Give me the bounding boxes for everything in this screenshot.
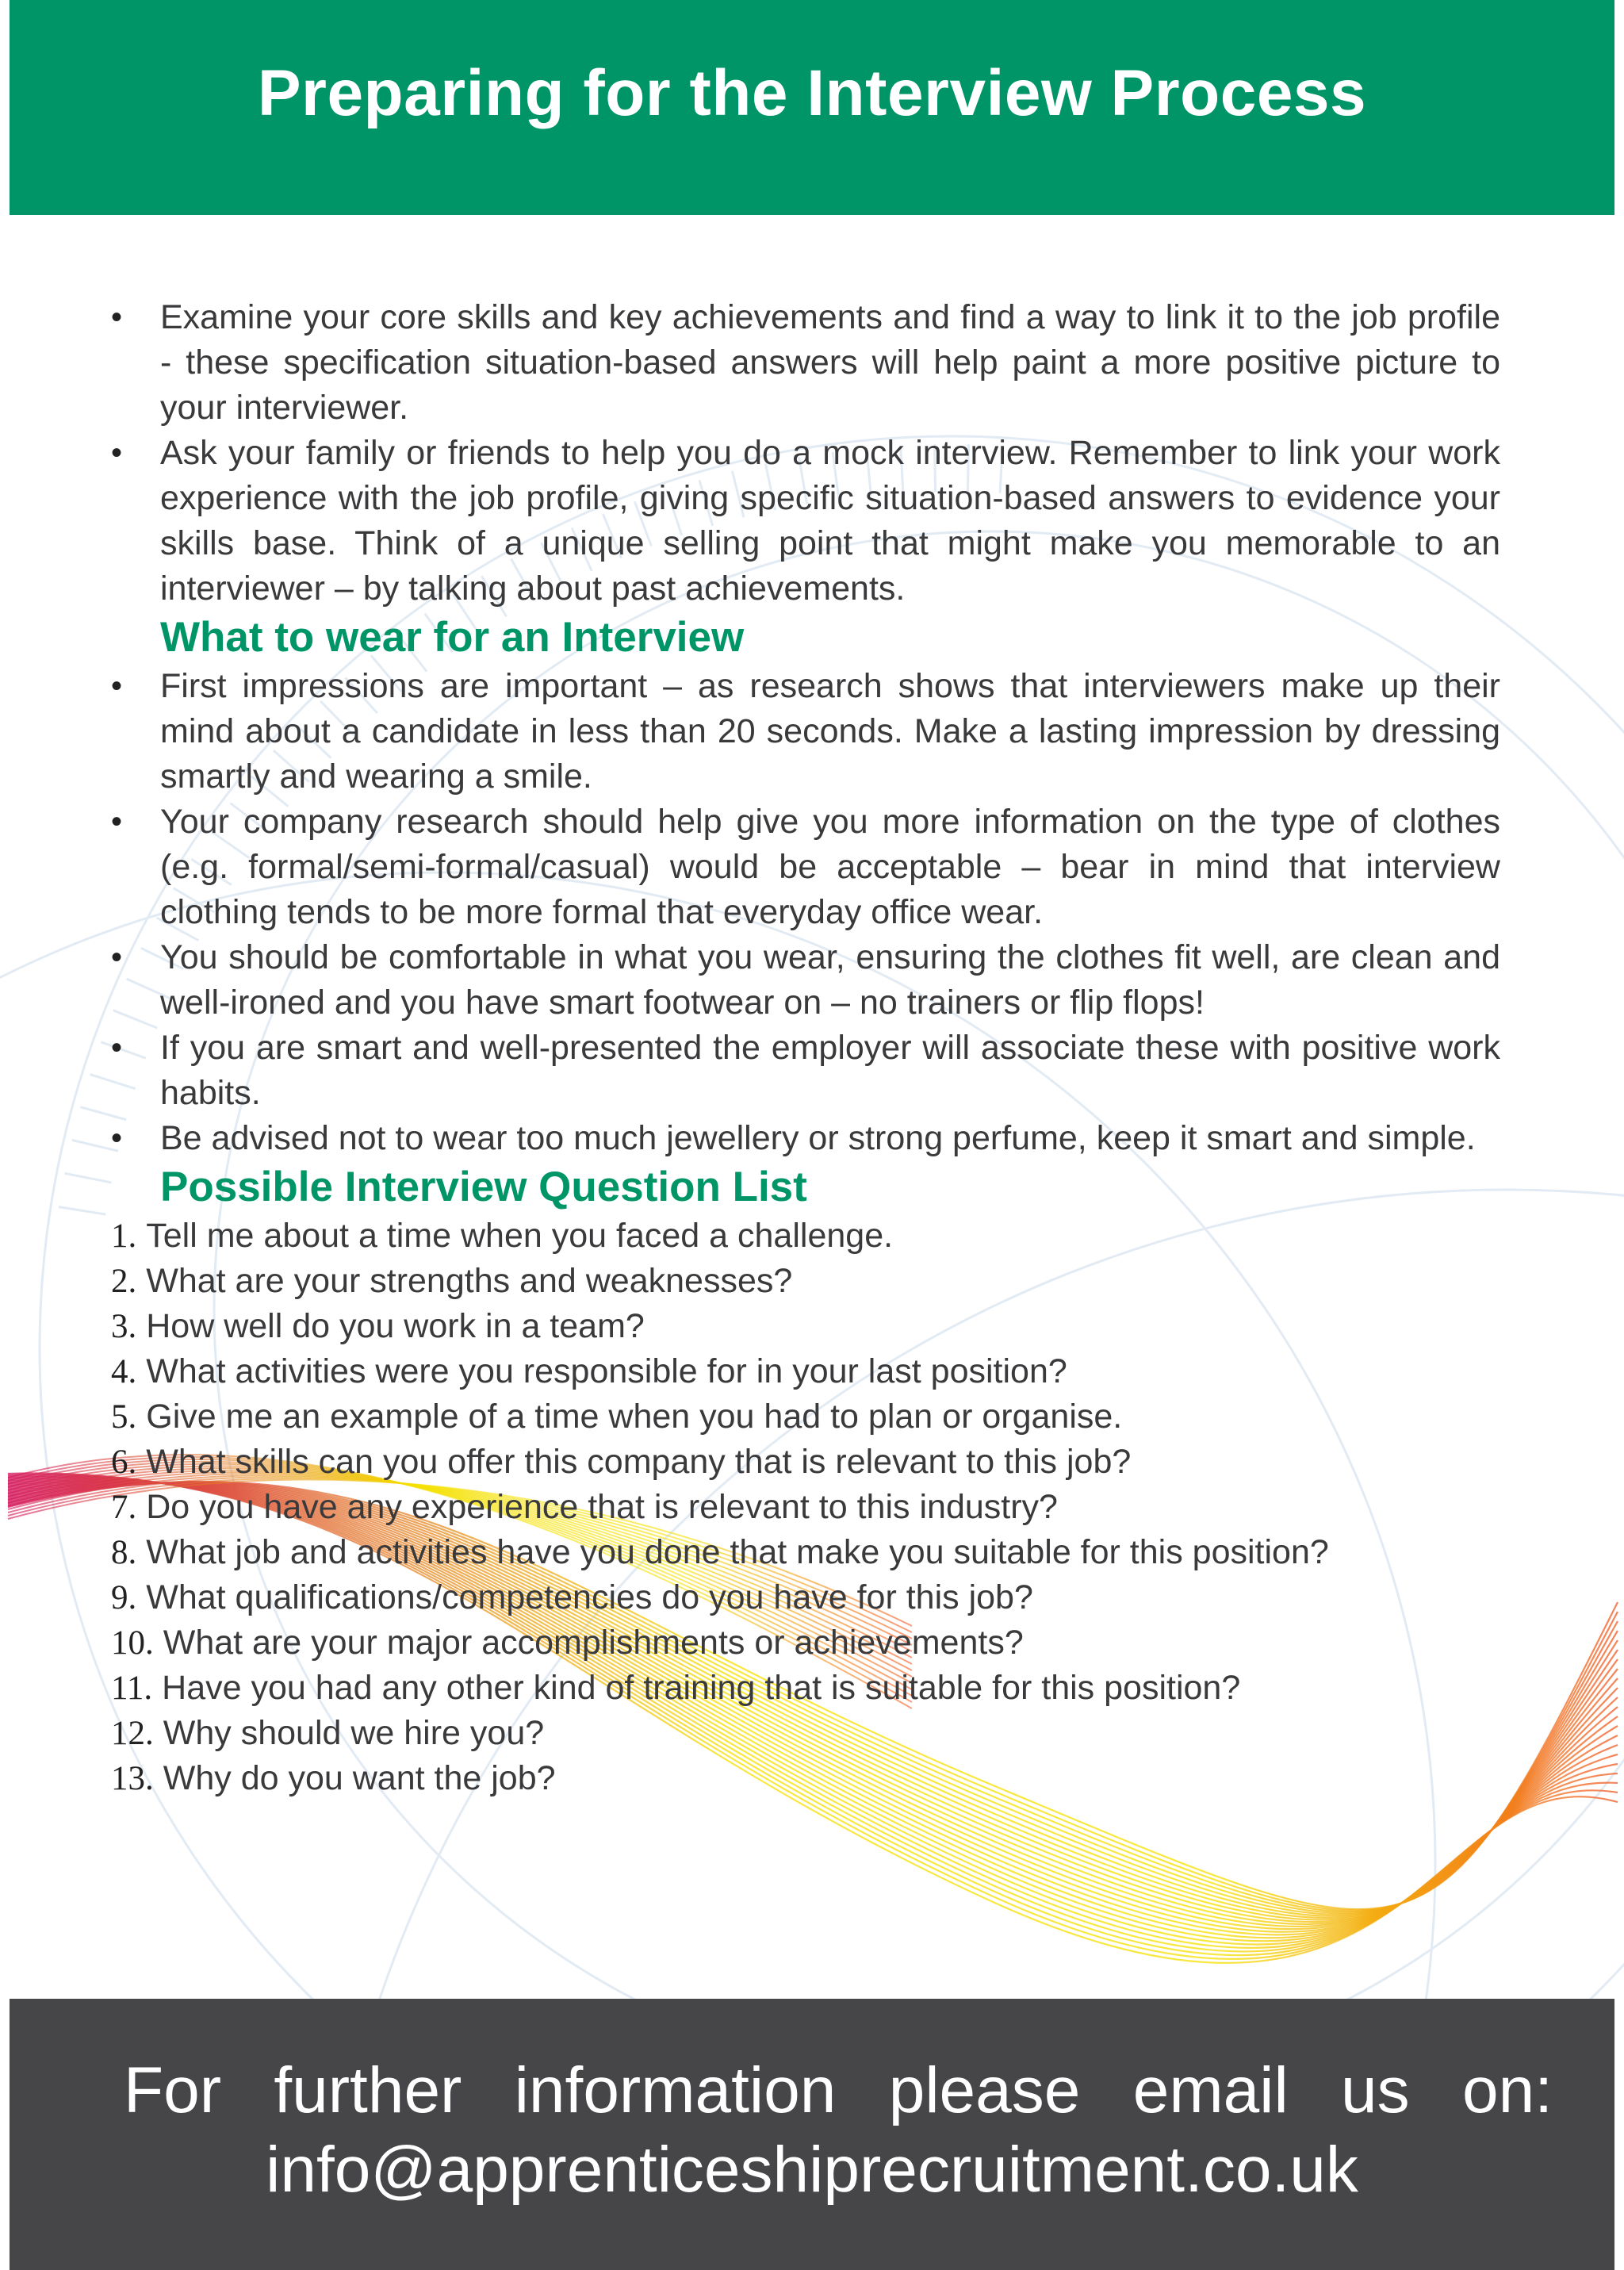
question-item	[111, 1530, 1500, 1575]
question-text: What job and activities have you done that make you suitable for this position?	[146, 1533, 1329, 1571]
wear-section-heading: What to wear for an Interview	[160, 614, 745, 661]
intro-bullet-2: • Ask your family or friends to help you do a mock interview. Remember to link your work experience with the job profile, giving specific situation-based answers to evidence your skills base. Think of a unique selling point that might make you memorable to an interviewer – by talking about past achievements.	[111, 431, 1500, 612]
question-number: 4.	[111, 1353, 137, 1390]
question-item	[111, 1214, 1500, 1259]
question-text: What qualifications/competencies do you have for this job?	[146, 1578, 1033, 1616]
footer-word: email	[1132, 2054, 1289, 2126]
question-item	[111, 1575, 1500, 1620]
question-number: 1.	[111, 1217, 137, 1255]
question-item	[111, 1394, 1500, 1440]
intro-bullet-list	[111, 295, 1500, 612]
question-number: 12.	[111, 1715, 154, 1752]
main-content	[111, 295, 1500, 1801]
footer-word: on:	[1462, 2054, 1553, 2126]
question-number: 3.	[111, 1308, 137, 1345]
question-text: What are your major accomplishments or achievements?	[163, 1624, 1024, 1662]
footer-word: For	[124, 2054, 221, 2126]
page-header	[10, 0, 1614, 215]
question-number: 2.	[111, 1263, 137, 1300]
questions-section-heading: Possible Interview Question List	[160, 1164, 807, 1210]
question-text: Do you have any experience that is relevant to this industry?	[146, 1488, 1058, 1526]
wear-bullet-5: • Be advised not to wear too much jewellery or strong perfume, keep it smart and simple.	[111, 1116, 1500, 1161]
question-item	[111, 1349, 1500, 1394]
question-number: 6.	[111, 1444, 137, 1481]
question-item	[111, 1440, 1500, 1485]
question-text: Have you had any other kind of training that is suitable for this position?	[162, 1669, 1241, 1707]
footer-word: information	[514, 2054, 837, 2126]
contact-footer	[10, 1999, 1614, 2270]
wear-bullet-4: • If you are smart and well-presented the employer will associate these with positive work habits.	[111, 1026, 1500, 1116]
question-number: 9.	[111, 1579, 137, 1616]
footer-word: please	[888, 2054, 1081, 2126]
question-item	[111, 1711, 1500, 1756]
question-number: 11.	[111, 1670, 153, 1707]
wear-bullet-list	[111, 664, 1500, 1161]
question-text: Why do you want the job?	[163, 1759, 556, 1797]
question-number: 5.	[111, 1398, 137, 1436]
wear-bullet-3: • You should be comfortable in what you wear, ensuring the clothes fit well, are clean and well-ironed and you have smart footwear on – no trainers or flip flops!	[111, 935, 1500, 1026]
intro-bullet-1: • Examine your core skills and key achievements and find a way to link it to the job profile - these specification situation-based answers will help paint a more positive picture to your interviewer.	[111, 295, 1500, 431]
question-text: Tell me about a time when you faced a challenge.	[146, 1217, 894, 1255]
question-text: What activities were you responsible for in your last position?	[146, 1352, 1067, 1390]
question-number: 10.	[111, 1624, 154, 1662]
wear-bullet-2: • Your company research should help give you more information on the type of clothes (e.g. formal/semi-formal/casual) would be acceptable – bear in mind that interview clothing tends to be more formal that everyday office wear.	[111, 799, 1500, 935]
wear-bullet-1: • First impressions are important – as research shows that interviewers make up their mind about a candidate in less than 20 seconds. Make a lasting impression by dressing smartly and wearing a smile.	[111, 664, 1500, 799]
question-item	[111, 1620, 1500, 1666]
question-item	[111, 1756, 1500, 1801]
question-number: 7.	[111, 1489, 137, 1526]
footer-word: further	[274, 2054, 462, 2126]
question-text: What are your strengths and weaknesses?	[146, 1262, 793, 1300]
question-number: 13.	[111, 1760, 154, 1797]
question-text: Why should we hire you?	[163, 1714, 545, 1752]
question-item	[111, 1259, 1500, 1304]
question-item	[111, 1666, 1500, 1711]
question-item	[111, 1304, 1500, 1349]
page-title: Preparing for the Interview Process	[257, 56, 1367, 129]
question-item	[111, 1485, 1500, 1530]
question-text: How well do you work in a team?	[146, 1307, 645, 1345]
footer-word: us	[1341, 2054, 1410, 2126]
footer-email: info@apprenticeshiprecruitment.co.uk	[266, 2134, 1358, 2206]
footer-contact-line	[124, 2051, 1553, 2130]
question-text: Give me an example of a time when you had to plan or organise.	[146, 1398, 1123, 1436]
question-number: 8.	[111, 1534, 137, 1571]
question-list	[111, 1214, 1500, 1801]
question-text: What skills can you offer this company that is relevant to this job?	[146, 1443, 1132, 1481]
